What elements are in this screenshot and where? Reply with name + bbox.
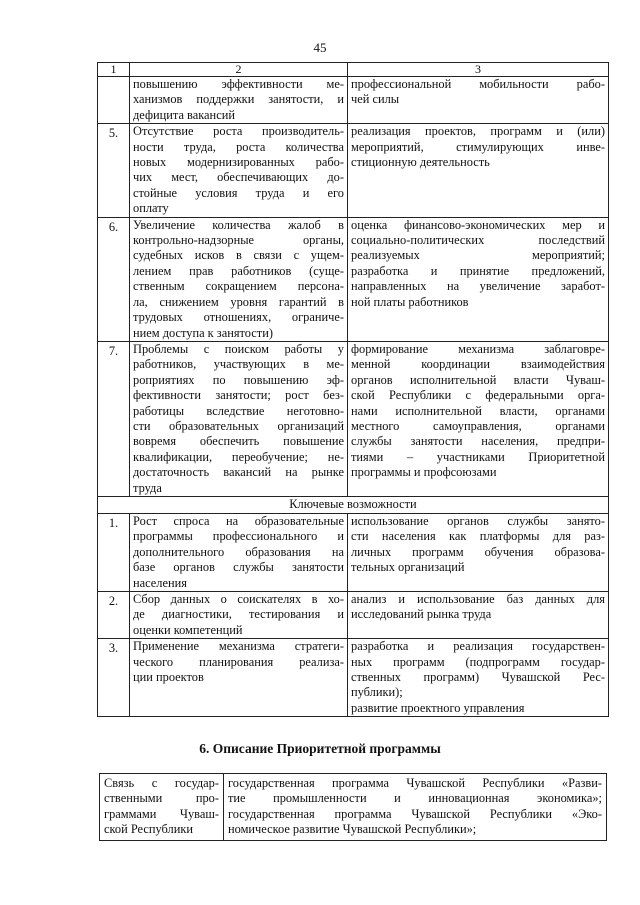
text-line: местного самоуправления, органами	[351, 418, 605, 433]
section-label: Ключевые возможности	[98, 496, 609, 513]
text-line: направленных на увеличение заработ-	[351, 279, 605, 294]
text-line: службы занятости населения, предпри-	[351, 434, 605, 449]
column-header: 1	[98, 63, 130, 77]
row-number: 3.	[98, 639, 130, 717]
text-line: работников, участвующих в ме-	[133, 357, 344, 372]
text-line: Отсутствие роста производитель-	[133, 124, 344, 139]
text-line: сти населения как платформы для раз-	[351, 529, 605, 544]
text-line: нами исполнительной власти, органами	[351, 403, 605, 418]
text-line: дефицита вакансий	[133, 107, 235, 122]
text-line: ности труда, роста количества	[133, 139, 344, 154]
table-row	[98, 124, 609, 217]
program-links-label	[100, 774, 224, 841]
text-line: работицы вследствие неготовно-	[133, 403, 344, 418]
text-line: оплату	[133, 201, 169, 216]
row-number: 1.	[98, 513, 130, 591]
problem-cell	[130, 77, 348, 124]
column-header: 3	[348, 63, 609, 77]
text-line: ской Республики с федеральными орга-	[351, 388, 605, 403]
measures-cell	[348, 639, 609, 717]
text-line: ной платы работников	[351, 294, 469, 309]
measures-cell	[348, 124, 609, 217]
text-line: квалификации, переобучение; не-	[133, 449, 344, 464]
table-row	[98, 513, 609, 591]
text-line: ных программ (подпрограмм государ-	[351, 654, 605, 669]
text-line: стиционную деятельность	[351, 155, 490, 170]
text-line: профессиональной мобильности рабо-	[351, 77, 605, 91]
text-line: формирование механизма заблаговре-	[351, 341, 605, 356]
program-links-content	[224, 774, 607, 841]
column-header: 2	[130, 63, 348, 77]
text-line: Увеличение количества жалоб в	[133, 217, 344, 232]
text-line: мероприятий, стимулирующих инве-	[351, 139, 605, 154]
text-line: вовремя обеспечить повышение	[133, 434, 344, 449]
text-line: Применение механизма стратеги-	[133, 639, 344, 654]
text-line: социально-политических последствий	[351, 233, 605, 248]
text-line: ла, снижением уровня гарантий в	[133, 294, 344, 309]
header-row	[98, 63, 609, 77]
text-line: судебных исков в связи с ущем-	[133, 248, 344, 263]
text-line: граммами Чуваш-	[104, 806, 219, 821]
measures-cell	[348, 592, 609, 639]
text-line: населения	[133, 575, 187, 590]
row-number: 2.	[98, 592, 130, 639]
text-line: труда	[133, 480, 162, 495]
text-line: государственная программа Чувашской Республики «Эко-	[228, 806, 602, 821]
text-line: ческого планирования реализа-	[133, 654, 344, 669]
text-line: сти образовательных организаций	[133, 418, 344, 433]
text-line: повышению эффективности ме-	[133, 77, 344, 91]
text-line: роприятиях по повышению эф-	[133, 372, 344, 387]
text-line: ственных программ) Чувашской Рес-	[351, 670, 605, 685]
text-line: де диагностики, тестирования и	[133, 607, 344, 622]
text-line: ственным сокращением персона-	[133, 279, 344, 294]
text-line: номическое развитие Чувашской Республики»;	[228, 822, 477, 837]
text-line: ханизмов поддержки занятости, и	[133, 92, 344, 107]
text-line: лением прав работников (суще-	[133, 263, 344, 278]
text-line: разработка и принятие предложений,	[351, 263, 605, 278]
program-links-table	[99, 773, 607, 841]
measures-cell	[348, 513, 609, 591]
section-row	[98, 496, 609, 513]
opportunities-table	[97, 62, 609, 717]
text-line: органов исполнительной власти Чуваш-	[351, 372, 605, 387]
problem-cell	[130, 513, 348, 591]
text-line: контрольно-надзорные органы,	[133, 233, 344, 248]
measures-cell	[348, 217, 609, 341]
text-line: фективности занятости; рост без-	[133, 388, 344, 403]
row-number: 7.	[98, 341, 130, 496]
text-line: реализуемых мероприятий;	[351, 248, 605, 263]
text-line: анализ и использование баз данных для	[351, 592, 605, 606]
table-row	[98, 217, 609, 341]
row-number: 6.	[98, 217, 130, 341]
problem-cell	[130, 217, 348, 341]
text-line: программы и профсоюзами	[351, 465, 497, 480]
text-line: дополнительного образования на	[133, 544, 344, 559]
table-row	[98, 77, 609, 124]
row-number	[98, 77, 130, 124]
table-row	[98, 341, 609, 496]
text-line: государственная программа Чувашской Республики «Разви-	[228, 776, 602, 790]
section-title: 6. Описание Приоритетной программы	[199, 741, 441, 756]
measures-cell	[348, 341, 609, 496]
text-line: тие промышленности и инновационная экономика»;	[228, 791, 602, 806]
text-line: нием доступа к занятости)	[133, 325, 273, 340]
problem-cell	[130, 124, 348, 217]
text-line: личных программ обучения образова-	[351, 544, 605, 559]
page-number: 45	[313, 40, 327, 55]
table-row	[98, 639, 609, 717]
text-line: ской Республики	[104, 822, 193, 837]
text-line: чей силы	[351, 92, 400, 107]
problem-cell	[130, 592, 348, 639]
text-line: оценка финансово-экономических мер и	[351, 217, 605, 232]
row-number: 5.	[98, 124, 130, 217]
text-line: публики);	[351, 685, 403, 700]
text-line: базе органов службы занятости	[133, 560, 344, 575]
text-line: программы профессионального и	[133, 529, 344, 544]
text-line: чих мест, обеспечивающих до-	[133, 170, 344, 185]
text-line: менной координации взаимодействия	[351, 357, 605, 372]
program-links-row	[100, 774, 607, 841]
text-line: Связь с государ-	[104, 776, 219, 790]
text-line: стойные условия труда и его	[133, 185, 344, 200]
text-line: Рост спроса на образовательные	[133, 513, 344, 528]
text-line: использование органов службы занято-	[351, 513, 605, 528]
text-line: реализация проектов, программ и (или)	[351, 124, 605, 139]
text-line: трудовых отношениях, ограниче-	[133, 310, 344, 325]
measures-cell	[348, 77, 609, 124]
text-line: оценки компетенций	[133, 622, 243, 637]
text-line: исследований рынка труда	[351, 607, 492, 622]
text-line: развитие проектного управления	[351, 700, 525, 715]
text-line: ственными про-	[104, 791, 219, 806]
text-line: разработка и реализация государствен-	[351, 639, 605, 654]
table-row	[98, 592, 609, 639]
text-line: ции проектов	[133, 670, 204, 685]
text-line: тельных организаций	[351, 560, 465, 575]
text-line: новых модернизированных рабо-	[133, 155, 344, 170]
problem-cell	[130, 639, 348, 717]
text-line: Проблемы с поиском работы у	[133, 341, 344, 356]
problem-cell	[130, 341, 348, 496]
text-line: достаточность вакансий на рынке	[133, 465, 344, 480]
text-line: тиями – участниками Приоритетной	[351, 449, 605, 464]
text-line: Сбор данных о соискателях в хо-	[133, 592, 344, 606]
